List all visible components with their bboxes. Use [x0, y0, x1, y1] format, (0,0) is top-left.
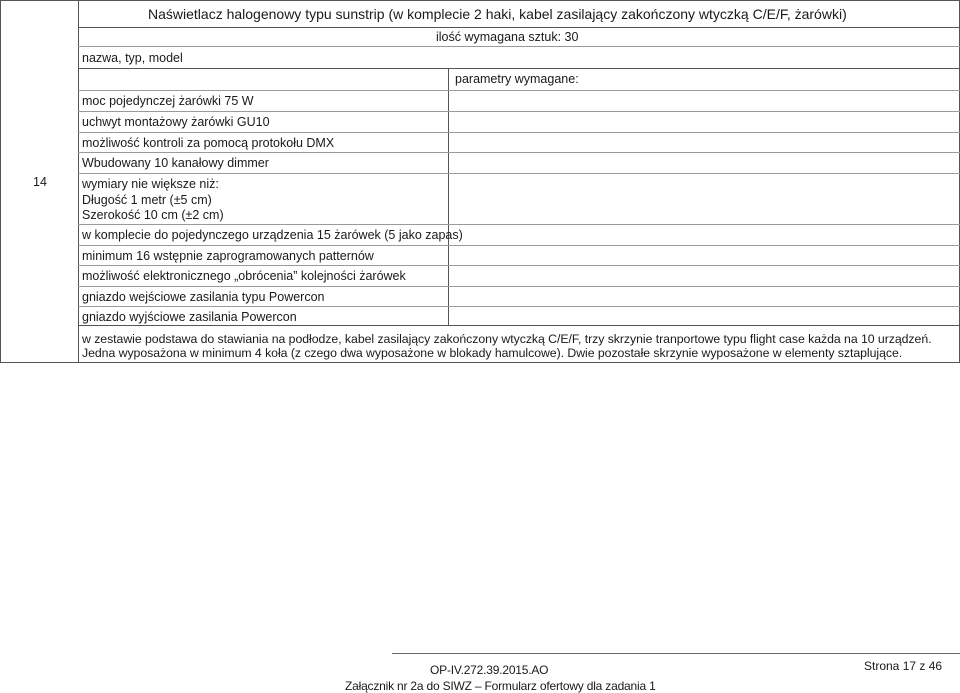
- footer-reference: OP-IV.272.39.2015.AO: [430, 663, 549, 677]
- row-divider: [78, 111, 960, 112]
- row-divider: [78, 245, 960, 246]
- table-border-top: [0, 0, 960, 1]
- title-divider: [78, 27, 960, 28]
- item-number: 14: [33, 175, 47, 189]
- row-divider: [78, 132, 960, 133]
- spec-row: Jedna wyposażona w minimum 4 koła (z czego dwa wyposażone w blokady hamulcowe). Dwie pozostałe skrzynie wyposażone w elementy sztaplujące.: [82, 346, 903, 360]
- spec-row: minimum 16 wstępnie zaprogramowanych patternów: [82, 249, 374, 263]
- spec-row: możliwość elektronicznego „obrócenia” kolejności żarówek: [82, 269, 406, 283]
- table-border-bottom: [0, 362, 960, 363]
- spec-row: moc pojedynczej żarówki 75 W: [82, 94, 254, 108]
- spec-row: Szerokość 10 cm (±2 cm): [82, 208, 224, 222]
- spec-row: w komplecie do pojedynczego urządzenia 15 żarówek (5 jako zapas): [82, 228, 463, 242]
- row-divider: [78, 152, 960, 153]
- spec-row: uchwyt montażowy żarówki GU10: [82, 115, 270, 129]
- spec-row: możliwość kontroli za pomocą protokołu DMX: [82, 136, 335, 150]
- quantity-text: ilość wymagana sztuk: 30: [436, 30, 579, 44]
- name-label: nazwa, typ, model: [82, 51, 183, 65]
- spec-row: gniazdo wyjściowe zasilania Powercon: [82, 310, 297, 324]
- footer-annex: Załącznik nr 2a do SIWZ – Formularz ofertowy dla zadania 1: [345, 679, 656, 693]
- spec-row: w zestawie podstawa do stawiania na podłodze, kabel zasilający zakończony wtyczką C/E/F, trzy skrzynie tranportowe typu flight case każda na 10 urządzeń.: [82, 332, 932, 346]
- page-number: Strona 17 z 46: [864, 659, 943, 673]
- name-divider: [78, 68, 960, 69]
- row-divider: [78, 306, 960, 307]
- spec-row: Długość 1 metr (±5 cm): [82, 193, 212, 207]
- row-divider: [78, 286, 960, 287]
- params-label: parametry wymagane:: [455, 72, 579, 86]
- params-divider: [78, 90, 960, 91]
- item-title: Naświetlacz halogenowy typu sunstrip (w komplecie 2 haki, kabel zasilający zakończony wtyczką C/E/F, żarówki): [148, 6, 847, 22]
- row-divider: [78, 173, 960, 174]
- row-divider: [78, 265, 960, 266]
- footer-divider: [392, 653, 960, 654]
- spec-row: Wbudowany 10 kanałowy dimmer: [82, 156, 269, 170]
- table-border-left: [0, 0, 1, 363]
- row-divider: [78, 325, 960, 326]
- row-divider: [78, 224, 960, 225]
- spec-row: gniazdo wejściowe zasilania typu Powercon: [82, 290, 325, 304]
- table-divider-number-column: [78, 0, 79, 363]
- spec-row: wymiary nie większe niż:: [82, 177, 219, 191]
- quantity-divider: [78, 46, 960, 47]
